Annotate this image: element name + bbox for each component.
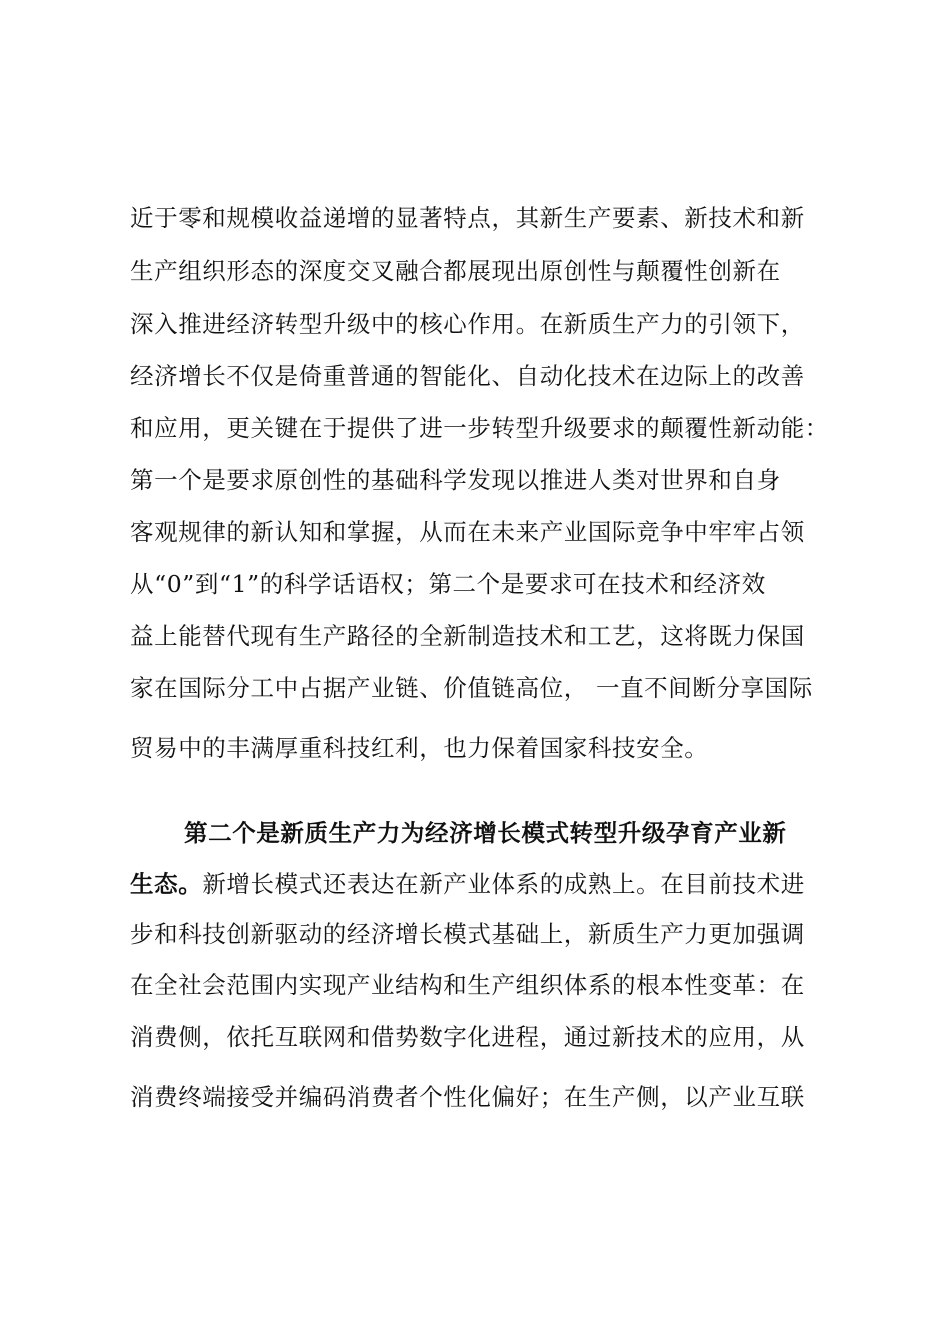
paragraph-1-line-11: 贸易中的丰满厚重科技红利，也力保着国家科技安全。 bbox=[130, 734, 709, 762]
paragraph-1-line-7: 客观规律的新认知和掌握，从而在未来产业国际竞争中牢牢占领 bbox=[130, 518, 805, 546]
paragraph-2-line-4: 在全社会范围内实现产业结构和生产组织体系的根本性变革：在 bbox=[130, 971, 805, 999]
paragraph-1-line-1: 近于零和规模收益递增的显著特点，其新生产要素、新技术和新 bbox=[130, 204, 805, 232]
paragraph-1-line-3: 深入推进经济转型升级中的核心作用。在新质生产力的引领下， bbox=[130, 310, 805, 338]
paragraph-1-line-10: 家在国际分工中占据产业链、价值链高位， 一直不间断分享国际 bbox=[130, 674, 813, 702]
paragraph-2-heading-end: 生态。 bbox=[130, 870, 203, 898]
paragraph-1-line-9: 益上能替代现有生产路径的全新制造技术和工艺，这将既力保国 bbox=[130, 622, 805, 650]
paragraph-1-line-8: 从“0”到“1”的科学话语权；第二个是要求可在技术和经济效 bbox=[130, 570, 766, 598]
paragraph-2-heading-line-1: 第二个是新质生产力为经济增长模式转型升级孕育产业新 bbox=[184, 819, 787, 847]
paragraph-2-line-6: 消费终端接受并编码消费者个性化偏好；在生产侧，以产业互联 bbox=[130, 1083, 805, 1111]
paragraph-1-line-2: 生产组织形态的深度交叉融合都展现出原创性与颠覆性创新在 bbox=[130, 257, 781, 285]
paragraph-1-line-4: 经济增长不仅是倚重普通的智能化、自动化技术在边际上的改善 bbox=[130, 362, 805, 390]
paragraph-2-line-5: 消费侧，依托互联网和借势数字化进程，通过新技术的应用，从 bbox=[130, 1023, 805, 1051]
paragraph-1-line-6: 第一个是要求原创性的基础科学发现以推进人类对世界和自身 bbox=[130, 466, 781, 494]
paragraph-2-line-2-text: 新增长模式还表达在新产业体系的成熟上。在目前技术进 bbox=[202, 870, 805, 898]
paragraph-2-line-3: 步和科技创新驱动的经济增长模式基础上，新质生产力更加强调 bbox=[130, 920, 805, 948]
paragraph-2-line-2 bbox=[130, 869, 850, 899]
paragraph-1-line-5: 和应用，更关键在于提供了进一步转型升级要求的颠覆性新动能： bbox=[130, 414, 829, 442]
